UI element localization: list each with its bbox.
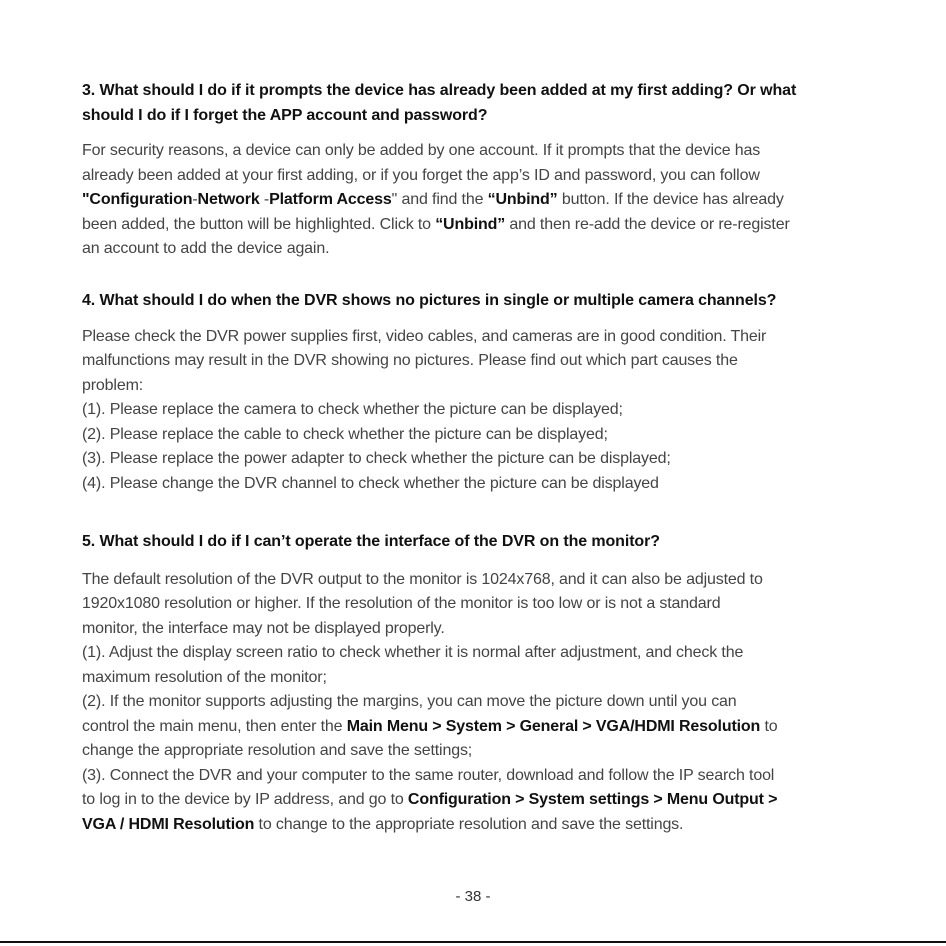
answer-text: to	[760, 717, 778, 735]
faq-answer-5	[82, 568, 872, 838]
answer-text: -	[192, 191, 198, 208]
answer-line: problem:	[82, 376, 144, 394]
bottom-divider	[0, 941, 946, 943]
step-item: (3). Please replace the power adapter to check whether the picture can be displayed;	[82, 450, 671, 467]
page-number: - 38 -	[455, 888, 491, 905]
menu-path-text: Configuration > System settings > Menu Output >	[407, 791, 778, 808]
answer-text: been added, the button will be highlighted. Click to	[82, 215, 436, 233]
step-item: (4). Please change the DVR channel to check whether the picture can be displayed	[82, 474, 659, 492]
answer-line: already been added at your first adding, or if you forget the app’s ID and password, you can follow	[82, 166, 760, 184]
title-line: 4. What should I do when the DVR shows no pictures in single or multiple camera channels?	[82, 292, 777, 309]
step-item: (2). If the monitor supports adjusting the margins, you can move the picture down until you can	[82, 693, 737, 710]
answer-line: an account to add the device again.	[82, 240, 330, 257]
faq-section-4	[82, 289, 872, 496]
faq-question-5-title	[82, 530, 872, 555]
step-item: (1). Adjust the display screen ratio to check whether it is normal after adjustment, and check the	[82, 644, 744, 661]
answer-line: The default resolution of the DVR output to the monitor is 1024x768, and it can also be adjusted to	[82, 570, 763, 588]
faq-section-5	[82, 530, 872, 837]
answer-text: " and find the	[391, 191, 488, 208]
answer-line	[82, 213, 872, 238]
menu-path-text: Network	[197, 191, 260, 208]
step-item	[82, 813, 872, 838]
answer-text: to change to the appropriate resolution and save the settings.	[254, 815, 684, 833]
answer-line	[82, 188, 872, 213]
menu-path-text: VGA / HDMI Resolution	[82, 815, 255, 833]
faq-answer-4	[82, 325, 872, 497]
answer-line: 1920x1080 resolution or higher. If the resolution of the monitor is too low or is not a standard	[82, 595, 721, 612]
answer-text: and then re-add the device or re-register	[505, 215, 790, 233]
step-item: (2). Please replace the cable to check whether the picture can be displayed;	[82, 425, 608, 443]
menu-path-text: Main Menu > System > General > VGA/HDMI Resolution	[346, 717, 761, 735]
step-item: (1). Please replace the camera to check whether the picture can be displayed;	[82, 401, 623, 418]
answer-line: For security reasons, a device can only be added by one account. If it prompts that the device has	[82, 142, 761, 159]
title-line: 3. What should I do if it prompts the device has already been added at my first adding? Or what	[82, 82, 797, 99]
menu-path-text: Platform Access	[269, 191, 392, 208]
faq-question-4-title	[82, 289, 872, 314]
unbind-button-reference: “Unbind”	[487, 191, 558, 208]
faq-answer-3	[82, 139, 872, 262]
title-line: should I do if I forget the APP account and password?	[82, 106, 488, 124]
step-item	[82, 715, 872, 740]
answer-text: -	[259, 191, 270, 208]
title-line: 5. What should I do if I can’t operate the interface of the DVR on the monitor?	[82, 533, 660, 550]
answer-line: malfunctions may result in the DVR showing no pictures. Please find out which part causes the	[82, 352, 738, 369]
unbind-button-reference: “Unbind”	[435, 215, 506, 233]
menu-path-text: "Configuration	[82, 191, 193, 208]
step-item: maximum resolution of the monitor;	[82, 668, 327, 686]
step-item: (3). Connect the DVR and your computer to the same router, download and follow the IP search tool	[82, 766, 775, 784]
answer-text: button. If the device has already	[557, 191, 784, 208]
answer-line: monitor, the interface may not be displayed properly.	[82, 619, 445, 637]
faq-question-3-title	[82, 79, 872, 128]
step-item	[82, 788, 872, 813]
answer-text: control the main menu, then enter the	[82, 717, 347, 735]
faq-section-3	[82, 79, 872, 262]
answer-text: to log in to the device by IP address, and go to	[82, 791, 408, 808]
answer-line: Please check the DVR power supplies first, video cables, and cameras are in good condition. Their	[82, 327, 767, 345]
step-item: change the appropriate resolution and save the settings;	[82, 742, 473, 759]
